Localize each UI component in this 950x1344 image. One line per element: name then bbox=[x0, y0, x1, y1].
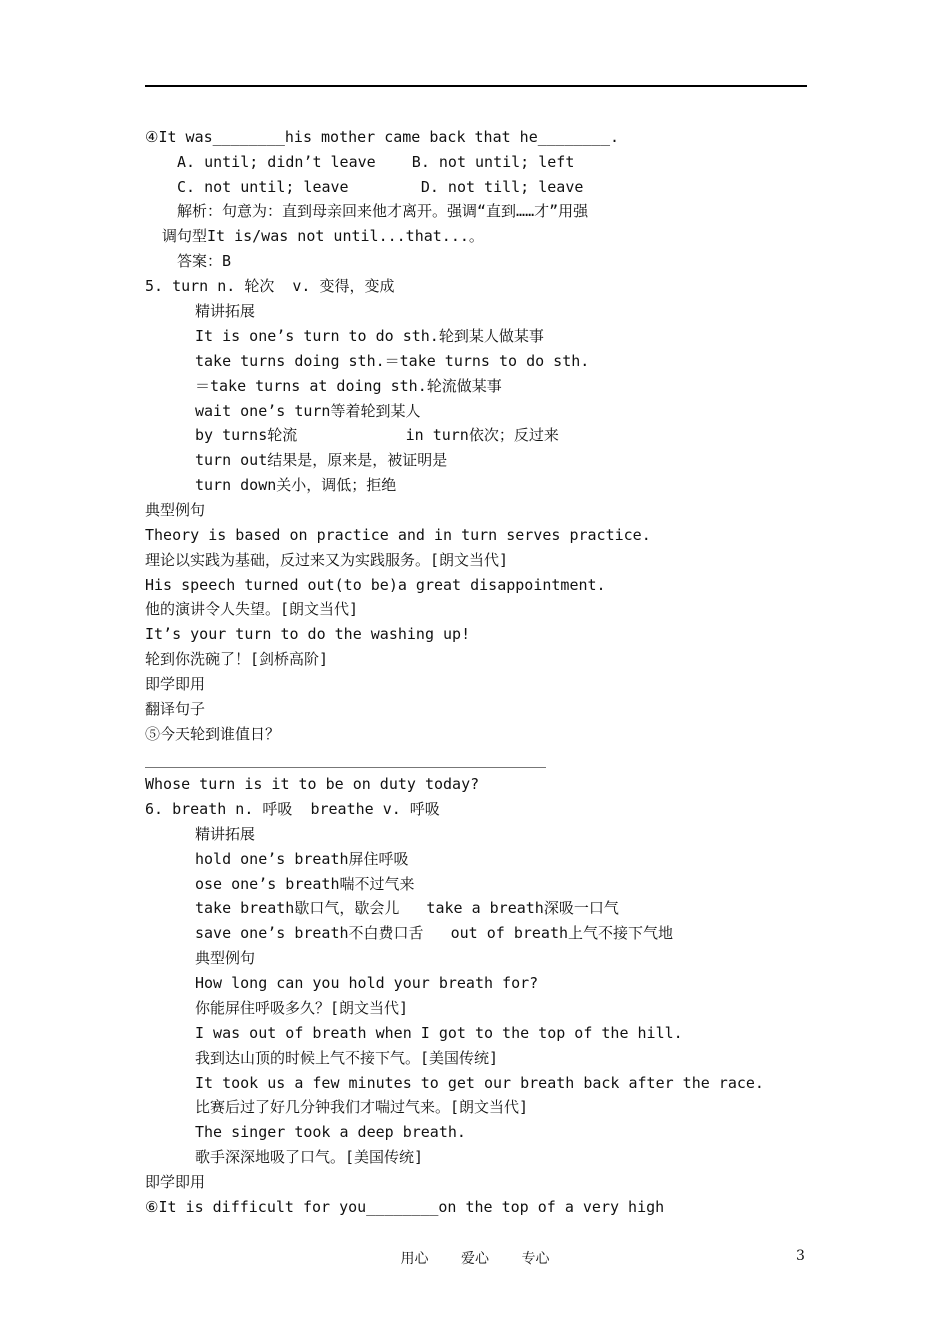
example-translation: 我到达山顶的时候上气不接下气。[美国传统] bbox=[195, 1049, 499, 1067]
section-6-phrase: take breath歇口气，歇会儿 take a breath深吸一口气 bbox=[195, 899, 619, 917]
question-5: ⑤今天轮到谁值日？ bbox=[145, 725, 281, 743]
section-5-examples-title: 典型例句 bbox=[145, 501, 206, 519]
question-4-analysis-cont: 调句型It is/was not until...that...。 bbox=[162, 227, 484, 245]
section-6-practice-title: 即学即用 bbox=[145, 1173, 206, 1191]
footer-word: 专心 bbox=[521, 1251, 550, 1267]
question-4-analysis: 解析：句意为：直到母亲回来他才离开。强调“直到……才”用强 bbox=[177, 202, 589, 220]
example-translation: 你能屏住呼吸多久？[朗文当代] bbox=[195, 999, 409, 1017]
page-number: 3 bbox=[796, 1248, 805, 1264]
section-5-heading: 5. turn n. 轮次 v. 变得，变成 bbox=[145, 277, 395, 295]
example-translation: 歌手深深地吸了口气。[美国传统] bbox=[195, 1148, 424, 1166]
example-translation: 他的演讲令人失望。[朗文当代] bbox=[145, 600, 359, 618]
example-translation: 理论以实践为基础，反过来又为实践服务。[朗文当代] bbox=[145, 551, 509, 569]
section-5-phrase: turn down关小，调低；拒绝 bbox=[195, 476, 397, 494]
section-6-phrase: ose one’s breath喘不过气来 bbox=[195, 875, 415, 893]
section-6-phrase: save one’s breath不白费口舌 out of breath上气不接下气地 bbox=[195, 924, 674, 942]
example-sentence: It’s your turn to do the washing up! bbox=[145, 625, 471, 643]
example-translation: 轮到你洗碗了！[剑桥高阶] bbox=[145, 650, 329, 668]
question-4-options-ab: A. until; didn’t leave B. not until; left bbox=[177, 153, 575, 171]
example-sentence: Theory is based on practice and in turn serves practice. bbox=[145, 526, 651, 544]
example-sentence: I was out of breath when I got to the top of the hill. bbox=[195, 1024, 683, 1042]
example-sentence: His speech turned out(to be)a great disappointment. bbox=[145, 576, 606, 594]
footer-word: 用心 bbox=[400, 1251, 429, 1267]
answer-blank-line bbox=[145, 767, 546, 768]
page-footer bbox=[0, 1248, 950, 1268]
question-4-stem: ④It was________his mother came back that he________. bbox=[145, 128, 620, 146]
example-translation: 比赛后过了好几分钟我们才喘过气来。[朗文当代] bbox=[195, 1098, 529, 1116]
section-6-phrase: hold one’s breath屏住呼吸 bbox=[195, 850, 409, 868]
question-5-answer: Whose turn is it to be on duty today? bbox=[145, 775, 480, 793]
example-sentence: How long can you hold your breath for? bbox=[195, 974, 539, 992]
section-5-phrase: It is one’s turn to do sth.轮到某人做某事 bbox=[195, 327, 544, 345]
section-5-phrase: turn out结果是，原来是，被证明是 bbox=[195, 451, 448, 469]
section-5-phrase: ＝take turns at doing sth.轮流做某事 bbox=[195, 377, 502, 395]
question-4-options-cd: C. not until; leave D. not till; leave bbox=[177, 178, 584, 196]
section-5-phrase: wait one’s turn等着轮到某人 bbox=[195, 402, 421, 420]
example-sentence: The singer took a deep breath. bbox=[195, 1123, 466, 1141]
question-4-answer: 答案：B bbox=[177, 252, 232, 270]
question-6-stem: ⑥It is difficult for you________on the top of a very high bbox=[145, 1198, 665, 1216]
section-5-practice-title: 即学即用 bbox=[145, 675, 206, 693]
section-6-examples-title: 典型例句 bbox=[195, 949, 256, 967]
section-5-phrase: take turns doing sth.＝take turns to do sth. bbox=[195, 352, 590, 370]
example-sentence: It took us a few minutes to get our breath back after the race. bbox=[195, 1074, 764, 1092]
header-rule bbox=[145, 85, 807, 87]
section-5-extension-title: 精讲拓展 bbox=[195, 302, 256, 320]
section-6-heading: 6. breath n. 呼吸 breathe v. 呼吸 bbox=[145, 800, 440, 818]
section-6-extension-title: 精讲拓展 bbox=[195, 825, 256, 843]
section-5-phrase: by turns轮流 in turn依次；反过来 bbox=[195, 426, 559, 444]
footer-word: 爱心 bbox=[461, 1251, 489, 1267]
translate-instruction: 翻译句子 bbox=[145, 700, 206, 718]
